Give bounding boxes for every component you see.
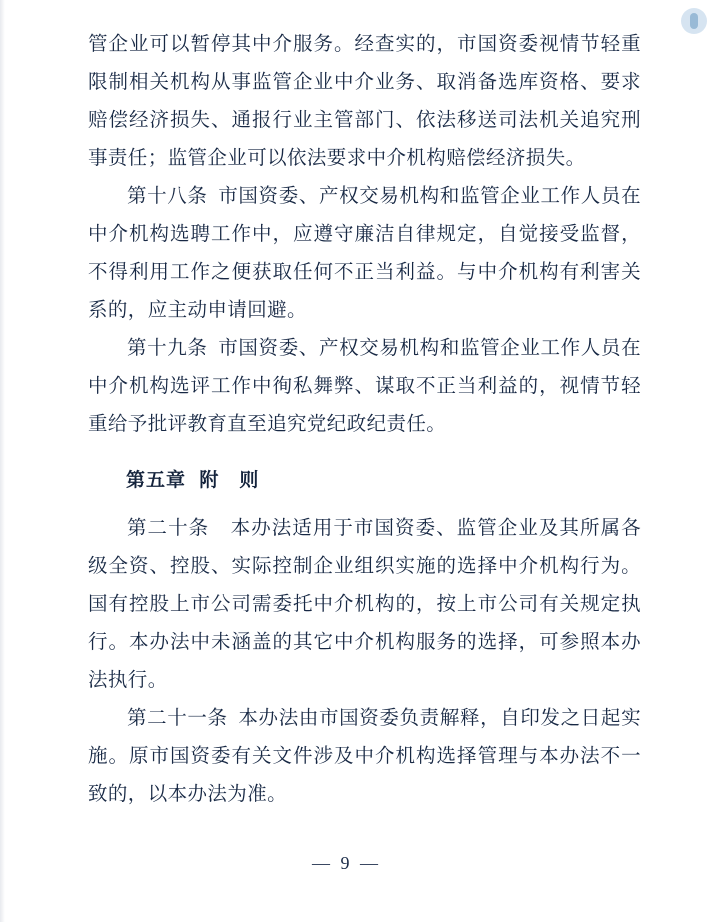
paragraph-text: 管企业可以暂停其中介服务。经查实的，市国资委视情节轻重限制相关机构从事监管企业中介业务、取消备选库资格、要求赔偿经济损失、通报行业主管部门、依法移送司法机关追究刑事责任；监管企业可以依法要求中介机构赔偿经济损失。 [88,34,641,169]
paragraph-text: 市国资委、产权交易机构和监管企业工作人员在中介机构选评工作中徇私舞弊、谋取不正当利益的，视情节轻重给予批评教育直至追究党纪政纪责任。 [88,338,641,435]
paragraph-text: 本办法由市国资委负责解释，自印发之日起实施。原市国资委有关文件涉及中介机构选择管理与本办法不一致的，以本办法为准。 [88,708,641,805]
chapter-title: 附 则 [199,470,260,491]
document-body [88,26,641,814]
page-number: — 9 — [312,853,381,873]
paragraph-text: 本办法适用于市国资委、监管企业及其所属各级全资、控股、实际控制企业组织实施的选择中介机构行为。国有控股上市公司需委托中介机构的，按上市公司有关规定执行。本办法中未涵盖的其它中介机构服务的选择，可参照本办法执行。 [88,518,641,691]
article-label: 第二十条 [127,518,210,539]
article-label: 第二十一条 [127,708,228,729]
article-label: 第十八条 [127,186,208,207]
paragraph-continued [88,26,641,178]
paragraph-article-18 [88,178,641,330]
article-label: 第十九条 [127,338,208,359]
paragraph-text: 市国资委、产权交易机构和监管企业工作人员在中介机构选聘工作中，应遵守廉洁自律规定，自觉接受监督，不得利用工作之便获取任何不正当利益。与中介机构有利害关系的，应主动申请回避。 [88,186,641,321]
paragraph-article-20 [88,510,641,700]
chapter-number: 第五章 [126,470,187,491]
paragraph-article-21 [88,700,641,814]
chapter-heading [88,462,641,500]
paragraph-article-19 [88,330,641,444]
